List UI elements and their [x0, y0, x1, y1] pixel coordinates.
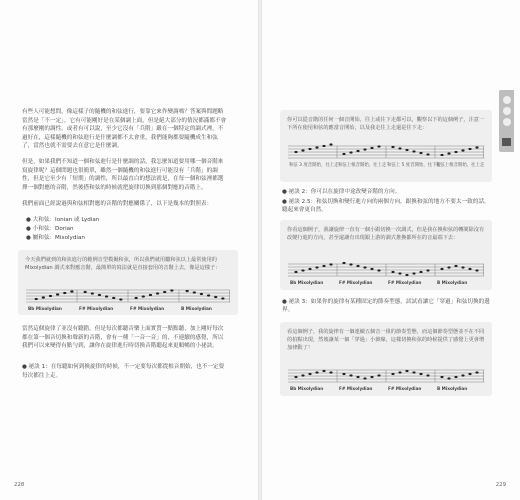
tab-dot-2	[503, 107, 511, 115]
start-label-1: 和弦 3 度音開始，往上走	[289, 163, 339, 168]
bullet-minor: ● 小和弦：Dorian	[26, 226, 74, 232]
box-1-text: 你可以從音階的任何一個音開始，往上或往下走都可以，觀察以下的這個例子，注意一下所在使用和弦的應當音開始，以及我走往上走還是往下走：	[287, 117, 485, 131]
example-box-starting-note	[280, 110, 492, 182]
chapter-side-tab	[499, 90, 514, 152]
start-label-3: 和弦上 5 度音開始，往下走	[387, 163, 441, 168]
left-paragraph-3: 我們前面已經說過與和弦相對應的音階的對應關係了，以下是幾本的對照表：	[22, 201, 213, 207]
tab-dot-1	[503, 96, 511, 104]
bullet-dominant: ● 屬和弦：Mixolydian	[26, 235, 85, 241]
box-3-mode-4: B Mixolydian	[437, 386, 468, 391]
mode-label-4: B Mixolydian	[181, 306, 212, 311]
left-paragraph-2: 但是，如果我們不知道一個和弦進行是什麼調的話，我怎麼知道要用哪一個音階來寫旋律呢？這個問題也很簡單，雖然一個隨機的和弦進行可能沒有「兵階」的調性，但是它至少有「短期」的調性，所以最直白的想法就是，在每一個和弦裡都選擇一個對應的音階，然後搭和弦的時候就把旋律切換到那個對應的音階上。	[22, 159, 224, 191]
start-label-2: 和弦上根音開始，往上走	[338, 163, 387, 168]
left-paragraph-4: 當然這個旋律了並沒有聽錯，但是每次都聽音樂上面實質一點點聽，加上剛好每次都在第一個音切換和聲新的音階，會有一種「一音一音」的，不連續的感覺，所以我們可以來變得有點勻到，讓你在旋律進行時切換音階聽起來更順暢的小祕訣。	[22, 326, 224, 350]
box-2-mode-3: F# Mixolydian	[388, 280, 422, 285]
example-box-direction	[280, 220, 492, 290]
example-box-mixolydian	[18, 250, 238, 315]
music-staff-4	[288, 362, 484, 392]
box-3-mode-3: F# Mixolydian	[388, 386, 422, 391]
mode-label-2: F# Mixolydian	[79, 306, 114, 311]
music-staff-2	[288, 138, 484, 178]
example-box-text: 今天我們就到的和弦進行的範例音型模擬和弦，所以我們就用屬和弦以上最常使用的 Mixolydian 調式來對應音階，最簡單的寫法就是直接套用的音階上去，像是這樣子：	[25, 257, 221, 271]
tip-1: ● 祕訣 1：在每聽如何到換旋律的時候，不一定要每次都從根音開始，也不一定要每次都往上走。	[22, 364, 225, 379]
box-2-text: 你看這個例子，我讓旋律一直有一個小跟切換一次調式，但是我在換和弦的轉間除沒有改變行進的方向，甚至還讓有出現跟上游的調式推換都所在的音最端下去：	[287, 227, 485, 241]
mode-label-1: Bb Mixolydian	[28, 306, 62, 311]
box-2-mode-2: F# Mixolydian	[339, 280, 373, 285]
tip-2: ● 祕訣 2：你可以在旋律中途改變音階的方向。	[282, 189, 401, 195]
start-label-4: 和弦上根音開始，往上走	[436, 163, 484, 168]
page-number-right: 229	[495, 482, 506, 488]
page-number-left: 228	[14, 482, 25, 488]
music-staff	[26, 282, 230, 312]
box-3-mode-1: Bb Mixolydian	[290, 386, 324, 391]
box-2-mode-4: B Mixolydian	[437, 280, 468, 285]
example-box-rhythm	[280, 322, 492, 396]
right-page	[262, 0, 520, 500]
tab-dot-3	[503, 118, 511, 126]
tip-3: ● 祕訣 2.5：和弦切換和變行進方向的兩個方向，跟換和弦的地方不要太一致的話，聽起來會更自然。	[282, 199, 490, 213]
music-staff-3	[288, 256, 484, 286]
box-2-mode-1: Bb Mixolydian	[290, 280, 324, 285]
left-page	[0, 0, 258, 500]
bullet-major: ● 大和弦：Ionian 或 Lydian	[26, 217, 100, 223]
mode-label-3: F# Mixolydian	[130, 306, 165, 311]
tip-4: ● 祕訣 3：如果你的旋律有某種固定的節奏型態，試試看讓它「穿過」和弦切換的邊界。	[282, 299, 490, 314]
box-3-text: 看這個例子，我的旋律有一個連續五個音一組的節奏型態，而這個節奏型態並不在不同的拍點出現，然後讓某一個「穿過」小節線，這樣切換和弦的時候提供了感覺上更會增加律動了！	[287, 329, 485, 351]
tab-marker	[502, 138, 511, 146]
left-paragraph-1: 有些人可能想問，像這樣子的隨機的和弦進行，要靠它來作變調嗎？答案與問題略當然是「不一定」，它有可能剛好是在某個調上面，但是絕大部分的情況都滿都不會有那麼剛的調性，或者有可以說，至少它沒有「兵階」嚴在一個特定的調式裡。不過好在，這樣隨機的和弦進行是什麼調都不太會重，我們能夠都要隨機成生和弦了，當然也就不需要去在意它是什麼調。	[22, 109, 227, 150]
box-3-mode-2: F# Mixolydian	[339, 386, 373, 391]
